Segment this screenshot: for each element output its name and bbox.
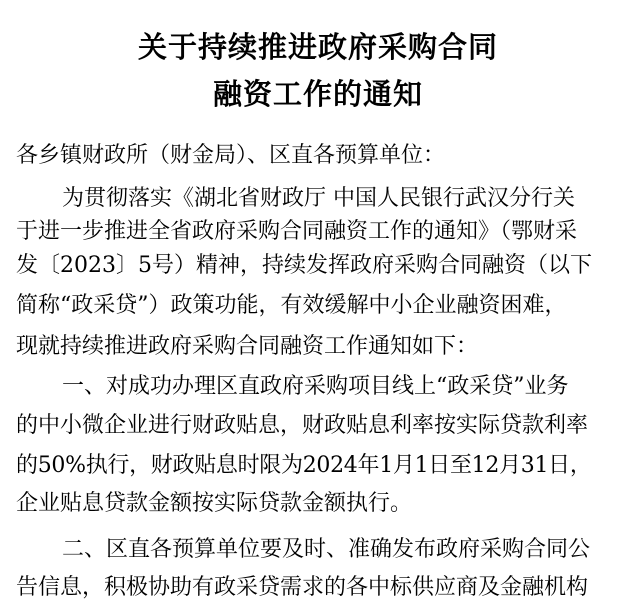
para1-line-4: 简称“政采贷”）政策功能，有效缓解中小企业融资困难， [16, 293, 567, 318]
para2-line-4: 企业贴息贷款金额按实际贷款金额执行。 [16, 491, 413, 516]
para2-line-3: 的50%执行，财政贴息时限为2024年1月1日至12月31日， [16, 453, 592, 478]
para2-line-1: 一、对成功办理区直政府采购项目线上“政采贷”业务 [62, 374, 569, 399]
para1-line-3: 发〔2023〕5号）精神，持续发挥政府采购合同融资（以下 [16, 253, 592, 278]
document-title-line-2: 融资工作的通知 [212, 77, 423, 111]
para2-line-2: 的中小微企业进行财政贴息，财政贴息利率按实际贷款利率 [16, 413, 589, 438]
para3-line-1: 二、区直各预算单位要及时、准确发布政府采购合同公 [62, 537, 591, 562]
document-title-line-1: 关于持续推进政府采购合同 [137, 30, 498, 64]
salutation: 各乡镇财政所（财金局）、区直各预算单位： [16, 143, 446, 168]
para1-line-2: 于进一步推进全省政府采购合同融资工作的通知》（鄂财采 [16, 219, 578, 244]
para1-line-1: 为贯彻落实《湖北省财政厅 中国人民银行武汉分行关 [62, 186, 575, 211]
para1-line-5: 现就持续推进政府采购合同融资工作通知如下： [16, 334, 479, 359]
para3-line-2: 告信息，积极协助有政采贷需求的各中标供应商及金融机构 [16, 575, 589, 600]
